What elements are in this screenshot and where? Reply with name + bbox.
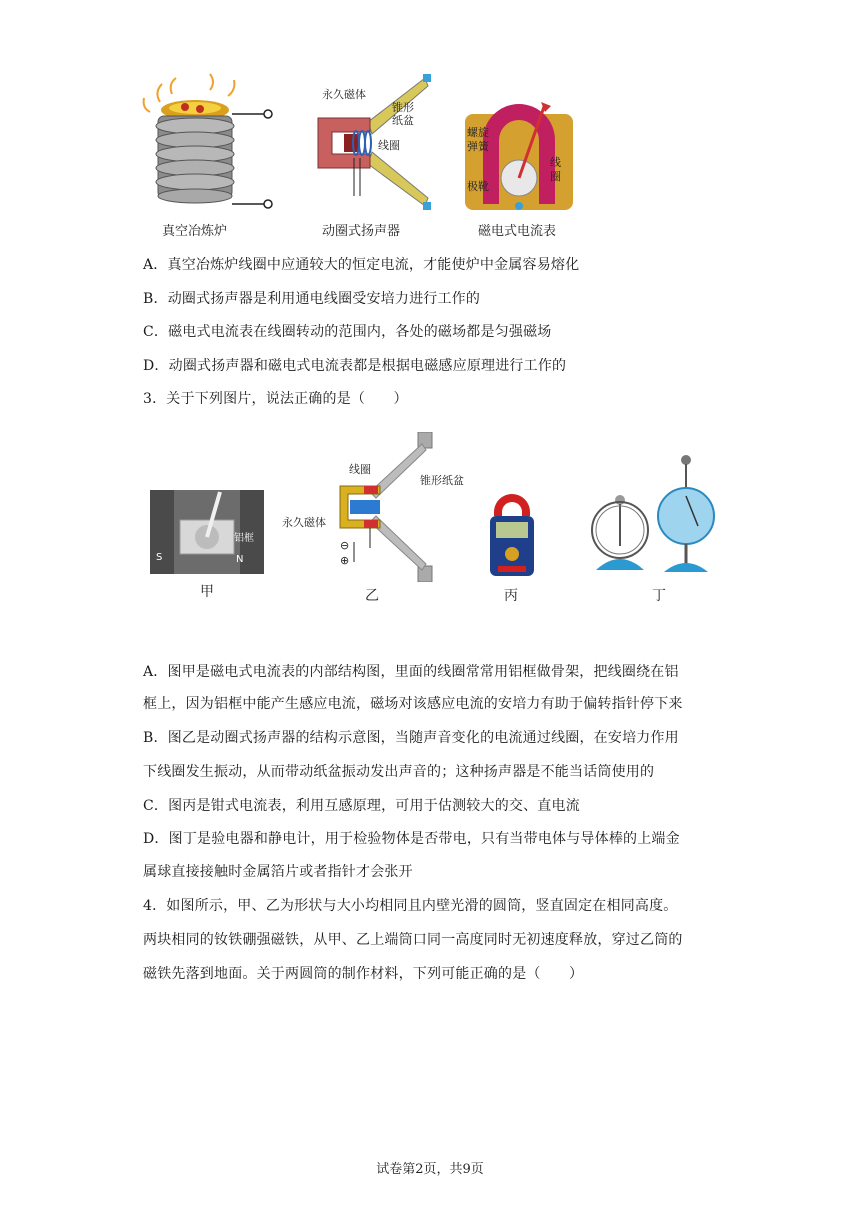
caption-jia: 甲: [200, 584, 214, 600]
figure-bing-clamp-meter: [486, 482, 538, 578]
caption-bing: 丙: [504, 588, 518, 604]
figure-ding-electroscope: [586, 446, 722, 580]
vacuum-furnace-figure: [140, 72, 280, 212]
meter-label-spring-2: 弹簧: [467, 140, 489, 153]
yi-label-magnet: 永久磁体: [282, 516, 326, 529]
page-footer: 试卷第2页，共9页: [376, 1162, 484, 1177]
speaker-label-coil: 线圈: [378, 139, 400, 152]
q2-option-b: B．动圈式扬声器是利用通电线圈受安培力进行工作的: [143, 291, 481, 307]
meter-label-spring-1: 螺旋: [467, 126, 489, 139]
speaker-label-cone-1: 锥形: [392, 101, 414, 114]
q4-stem-line3: 磁铁先落到地面。关于两圆筒的制作材料，下列可能正确的是（ ）: [143, 966, 584, 982]
yi-label-minus: ⊖: [340, 539, 350, 552]
q3-option-b-line2: 下线圈发生振动，从而带动纸盆振动发出声音的；这种扬声器是不能当话筒使用的: [143, 764, 655, 780]
q2-option-a: A．真空冶炼炉线圈中应通较大的恒定电流，才能使炉中金属容易熔化: [143, 257, 580, 273]
q2-option-d: D．动圈式扬声器和磁电式电流表都是根据电磁感应原理进行工作的: [143, 358, 567, 374]
q3-stem: 3．关于下列图片，说法正确的是（ ）: [143, 391, 408, 407]
q3-option-c: C．图丙是钳式电流表，利用互感原理，可用于估测较大的交、直电流: [143, 798, 580, 814]
q4-stem-line2: 两块相同的钕铁硼强磁铁，从甲、乙上端筒口同一高度同时无初速度释放，穿过乙筒的: [143, 932, 683, 948]
q3-option-b-line1: B．图乙是动圈式扬声器的结构示意图，当随声音变化的电流通过线圈，在安培力作用: [143, 730, 679, 746]
speaker-caption: 动圈式扬声器: [322, 224, 401, 239]
caption-yi: 乙: [365, 588, 379, 604]
yi-label-cone: 锥形纸盆: [420, 474, 464, 487]
caption-ding: 丁: [652, 588, 666, 604]
yi-label-coil: 线圈: [349, 463, 371, 476]
meter-label-coil-2: 圈: [550, 170, 561, 183]
meter-label-coil-1: 线: [550, 156, 561, 169]
q3-option-a-line2: 框上，因为铝框中能产生感应电流，磁场对该感应电流的安培力有助于偏转指针停下来: [143, 696, 683, 712]
jia-label-s: S: [156, 552, 163, 563]
meter-label-pole-shoe: 极靴: [467, 180, 489, 193]
q4-stem-line1: 4．如图所示，甲、乙为形状与大小均相同且内壁光滑的圆筒，竖直固定在相同高度。: [143, 898, 678, 914]
speaker-label-cone-2: 纸盆: [392, 114, 414, 127]
q3-option-a-line1: A．图甲是磁电式电流表的内部结构图，里面的线圈常常用铝框做骨架，把线圈绕在铝: [143, 664, 679, 680]
furnace-caption: 真空冶炼炉: [162, 224, 228, 239]
meter-caption: 磁电式电流表: [478, 224, 557, 239]
speaker-label-magnet: 永久磁体: [322, 88, 366, 101]
jia-label-al-frame: 铝框: [234, 533, 254, 544]
yi-label-plus: ⊕: [340, 554, 350, 567]
q3-option-d-line1: D．图丁是验电器和静电计，用于检验物体是否带电，只有当带电体与导体棒的上端金: [143, 831, 680, 847]
jia-label-n: N: [236, 554, 244, 565]
q2-option-c: C．磁电式电流表在线圈转动的范围内，各处的磁场都是匀强磁场: [143, 324, 552, 340]
q3-option-d-line2: 属球直接接触时金属箔片或者指针才会张开: [143, 864, 413, 880]
